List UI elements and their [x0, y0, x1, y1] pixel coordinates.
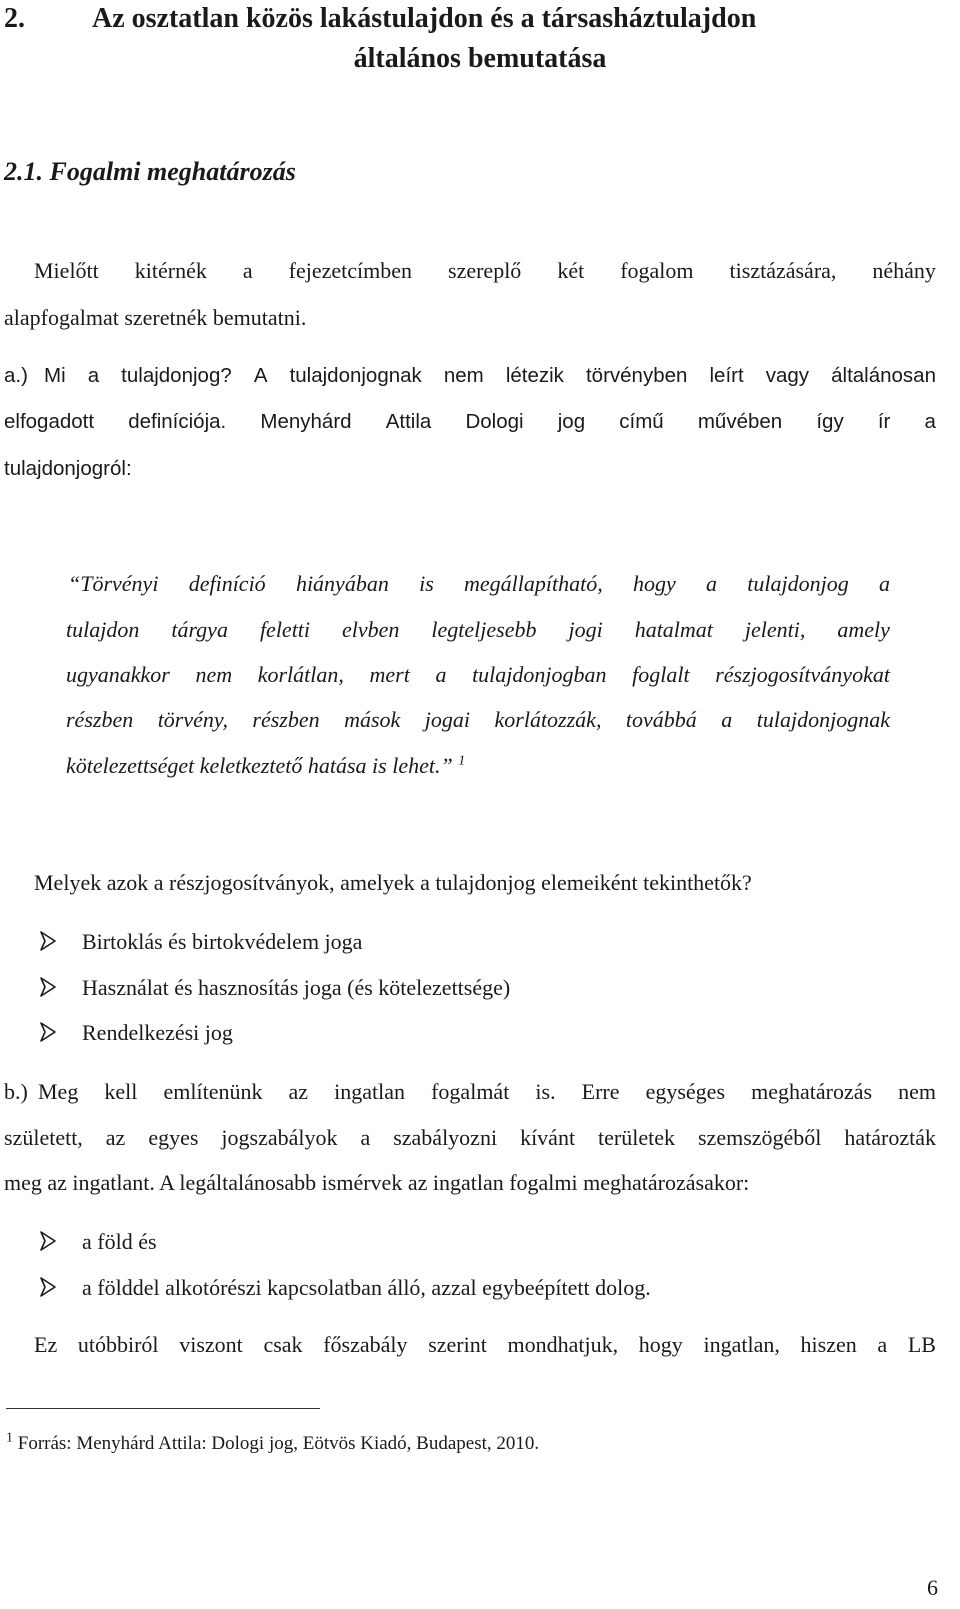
word: ingatlan — [334, 1079, 406, 1104]
word: Meg — [38, 1079, 79, 1104]
word: definíciója. — [128, 410, 227, 433]
arrow-bullet-icon — [38, 1275, 58, 1299]
word: Ez — [34, 1332, 58, 1357]
chapter-number: 2. — [4, 3, 25, 34]
word: a — [360, 1125, 371, 1150]
word: foglalt — [632, 662, 690, 687]
word: című — [619, 410, 664, 433]
word: hogy — [638, 1332, 683, 1357]
closing-paragraph-line — [34, 1331, 936, 1359]
word: egyes — [148, 1125, 199, 1150]
section-a-line-2 — [4, 408, 936, 436]
word: feletti — [259, 617, 311, 642]
word: leírt — [709, 364, 744, 387]
word: is. — [535, 1079, 556, 1104]
rights-question: Melyek azok a részjogosítványok, amelyek a tulajdonjog elemeiként tekinthetők? — [34, 870, 752, 895]
word: az — [105, 1125, 126, 1150]
word: hogy — [632, 571, 676, 596]
word: szerint — [428, 1332, 487, 1357]
word: néhány — [872, 258, 936, 283]
word: kívánt — [520, 1125, 576, 1150]
word: korlátlan, — [257, 662, 344, 687]
word: részben — [66, 707, 134, 732]
section-a-line-3: tulajdonjogról: — [4, 457, 132, 480]
word: a — [924, 410, 936, 433]
intro-paragraph-line-1 — [34, 257, 936, 285]
word: utóbbiról — [77, 1332, 159, 1357]
word: általánosan — [831, 364, 936, 387]
word: LB — [907, 1332, 936, 1357]
word: tisztázására, — [729, 258, 837, 283]
word: az — [288, 1079, 309, 1104]
word: meghatározás — [751, 1079, 873, 1104]
word: jogi — [568, 617, 603, 642]
word: tulajdonjognak — [289, 364, 422, 387]
word: ugyanakkor — [66, 662, 170, 687]
word: a — [877, 1332, 888, 1357]
word: született, — [4, 1125, 83, 1150]
word: A — [253, 364, 268, 387]
list-item: a föld és — [82, 1229, 157, 1254]
word: mert — [369, 662, 410, 687]
word: jog — [557, 410, 586, 433]
word: törvény, — [157, 707, 228, 732]
word: mondhatjuk, — [507, 1332, 619, 1357]
section-b-label: b.) — [4, 1079, 28, 1104]
word: nem — [195, 662, 233, 687]
word: tulajdon — [66, 617, 140, 642]
word: elfogadott — [4, 410, 95, 433]
arrow-bullet-icon — [38, 1020, 58, 1044]
word: hatalmat — [634, 617, 713, 642]
word: kell — [104, 1079, 138, 1104]
word: Mi — [44, 364, 66, 387]
intro-paragraph-line-2: alapfogalmat szeretnék bemutatni. — [4, 305, 307, 330]
quote-line-4 — [66, 706, 890, 734]
word: nem — [443, 364, 484, 387]
footnote-number: 1 — [6, 1430, 13, 1446]
word: fejezetcímben — [288, 258, 413, 283]
word: Mielőtt — [34, 258, 99, 283]
section-a-label: a.) — [4, 364, 28, 387]
word: “Törvényi — [68, 571, 159, 596]
word: jogszabályok — [221, 1125, 338, 1150]
word: fogalmát — [431, 1079, 510, 1104]
word: a — [706, 571, 717, 596]
word: jogai — [424, 707, 471, 732]
word: szemszögéből — [698, 1125, 822, 1150]
word: szabályozni — [393, 1125, 498, 1150]
word: művében — [697, 410, 783, 433]
word: főszabály — [323, 1332, 408, 1357]
word: a — [87, 364, 100, 387]
word: legteljesebb — [431, 617, 537, 642]
word: a — [242, 258, 253, 283]
arrow-bullet-icon — [38, 1229, 58, 1253]
word: egységes — [645, 1079, 726, 1104]
word: továbbá — [625, 707, 697, 732]
arrow-bullet-icon — [38, 929, 58, 953]
word: így — [816, 410, 844, 433]
word: tulajdonjog? — [121, 364, 232, 387]
chapter-title-line-2: általános bemutatása — [353, 43, 607, 74]
word: részben — [252, 707, 320, 732]
arrow-bullet-icon — [38, 975, 58, 999]
word: a — [878, 571, 890, 596]
word: vagy — [765, 364, 810, 387]
word: korlátozzák, — [494, 707, 602, 732]
word: csak — [263, 1332, 303, 1357]
word: tulajdonjog — [747, 571, 849, 596]
quote-line-5 — [66, 752, 465, 780]
chapter-title-line-1: Az osztatlan közös lakástulajdon és a társasháztulajdon — [92, 3, 757, 34]
word: tulajdonjogban — [472, 662, 607, 687]
list-item: Használat és hasznosítás joga (és kötelezettsége) — [82, 975, 511, 1000]
word: definíció — [188, 571, 266, 596]
footnote-text: Forrás: Menyhárd Attila: Dologi jog, Eötvös Kiadó, Budapest, 2010. — [17, 1433, 540, 1454]
word: Attila — [385, 410, 432, 433]
word: ír — [877, 410, 891, 433]
word: a — [721, 707, 733, 732]
word: Dologi — [465, 410, 524, 433]
word: kitérnék — [134, 258, 207, 283]
quote-line-2 — [66, 616, 890, 644]
word: hiányában — [295, 571, 389, 596]
word: viszont — [179, 1332, 243, 1357]
quote-line-3 — [66, 661, 890, 689]
word: törvényben — [585, 364, 688, 387]
section-b-line-2 — [4, 1124, 936, 1152]
list-item: a földdel alkotórészi kapcsolatban álló, azzal egybeépített dolog. — [82, 1275, 651, 1300]
word: létezik — [505, 364, 564, 387]
section-a-line-1 — [44, 362, 936, 390]
word: Erre — [581, 1079, 620, 1104]
word: hiszen — [800, 1332, 857, 1357]
word: is — [419, 571, 434, 596]
word: jelenti, — [744, 617, 806, 642]
section-b-line-1 — [38, 1078, 936, 1106]
word: szereplő — [448, 258, 522, 283]
word: amely — [837, 617, 890, 642]
footnote-reference[interactable]: 1 — [458, 753, 466, 769]
word: határozták — [844, 1125, 936, 1150]
list-item: Rendelkezési jog — [82, 1020, 233, 1045]
word: ingatlan, — [703, 1332, 780, 1357]
word: két — [557, 258, 585, 283]
word: fogalom — [620, 258, 694, 283]
word: elvben — [342, 617, 400, 642]
word: Menyhárd — [260, 410, 352, 433]
page-number: 6 — [927, 1575, 938, 1600]
word: részjogosítványokat — [715, 662, 890, 687]
word: mások — [344, 707, 401, 732]
word: a — [435, 662, 447, 687]
word: említenünk — [163, 1079, 263, 1104]
word: nem — [898, 1079, 936, 1104]
section-subheading: 2.1. Fogalmi meghatározás — [4, 157, 296, 186]
list-item: Birtoklás és birtokvédelem joga — [82, 929, 363, 954]
quote-line-1 — [68, 570, 890, 598]
footnote-separator — [6, 1408, 320, 1409]
quote-line-5-text: kötelezettséget keletkeztető hatása is lehet.” — [66, 753, 453, 778]
word: megállapítható, — [464, 571, 603, 596]
footnote — [6, 1432, 539, 1456]
section-b-line-3: meg az ingatlant. A legáltalánosabb ismérvek az ingatlan fogalmi meghatározásakor: — [4, 1170, 750, 1195]
word: területek — [598, 1125, 676, 1150]
word: tárgya — [171, 617, 228, 642]
word: tulajdonjognak — [756, 707, 890, 732]
